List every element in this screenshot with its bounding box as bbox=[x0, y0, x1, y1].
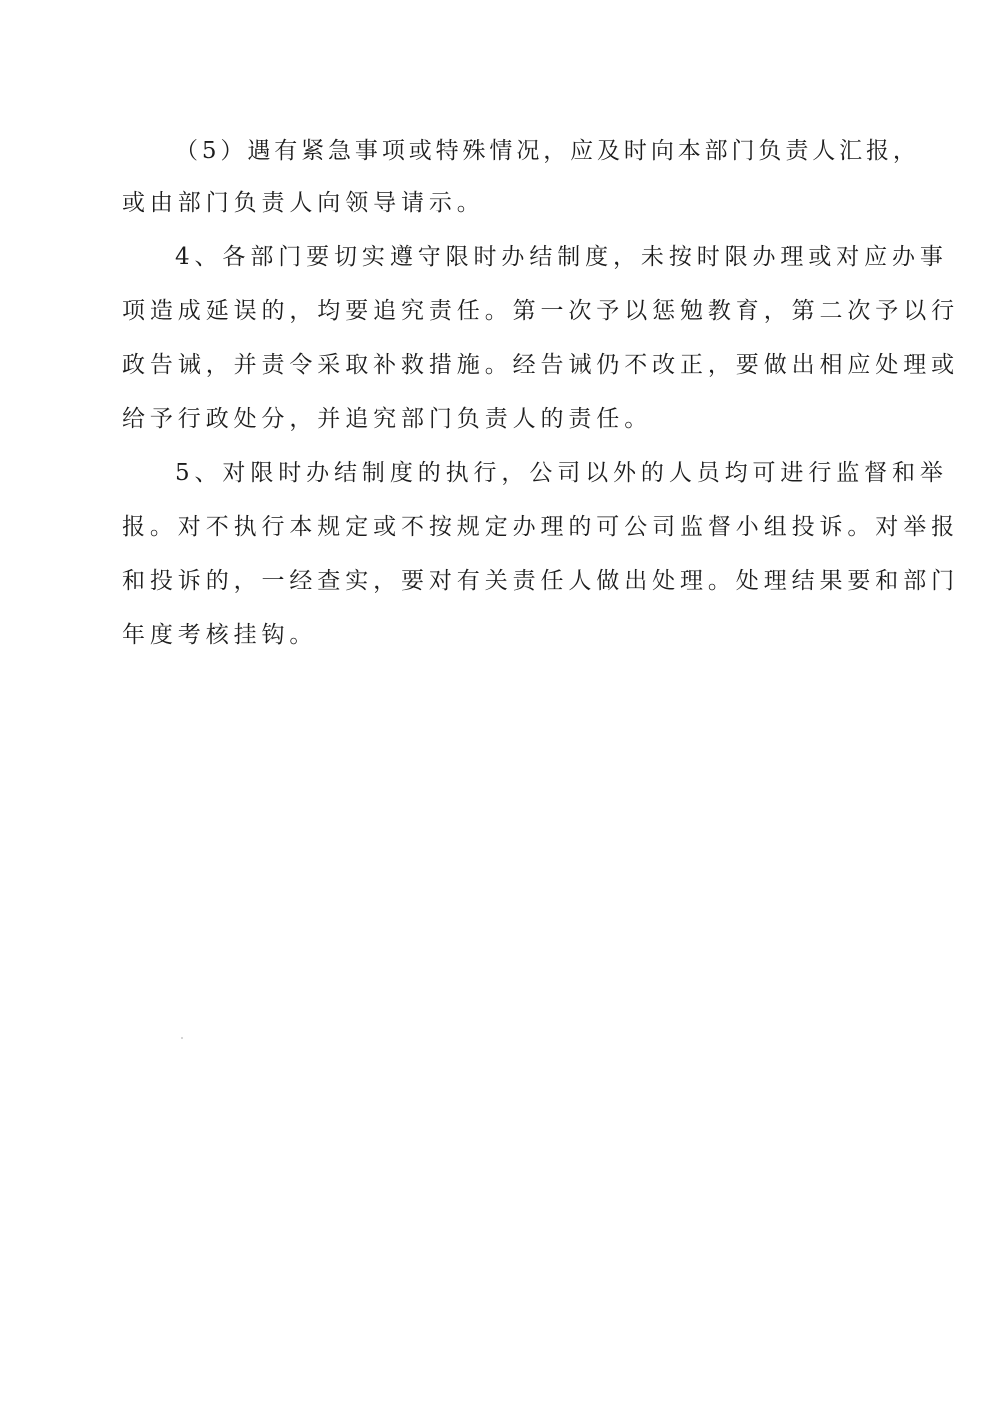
paragraph-4-line-1: 4、各部门要切实遵守限时办结制度，未按时限办理或对应办事 bbox=[175, 244, 948, 270]
paragraph-5-line-1: （5）遇有紧急事项或特殊情况，应及时向本部门负责人汇报， bbox=[175, 138, 920, 164]
paragraph-5b-line-4: 年度考核挂钩。 bbox=[122, 622, 318, 648]
paragraph-5b-line-2: 报。对不执行本规定或不按规定办理的可公司监督小组投诉。对举报 bbox=[122, 514, 959, 540]
paragraph-4-line-4: 给予行政处分，并追究部门负责人的责任。 bbox=[122, 406, 653, 432]
paragraph-5-line-2: 或由部门负责人向领导请示。 bbox=[122, 190, 485, 216]
scan-speck bbox=[181, 1037, 183, 1039]
paragraph-4-line-2: 项造成延误的，均要追究责任。第一次予以惩勉教育，第二次予以行 bbox=[122, 298, 959, 324]
paragraph-4-line-3: 政告诫，并责令采取补救措施。经告诫仍不改正，要做出相应处理或 bbox=[122, 352, 959, 378]
paragraph-5b-line-1: 5、对限时办结制度的执行，公司以外的人员均可进行监督和举 bbox=[175, 460, 948, 486]
paragraph-5b-line-3: 和投诉的，一经查实，要对有关责任人做出处理。处理结果要和部门 bbox=[122, 568, 959, 594]
